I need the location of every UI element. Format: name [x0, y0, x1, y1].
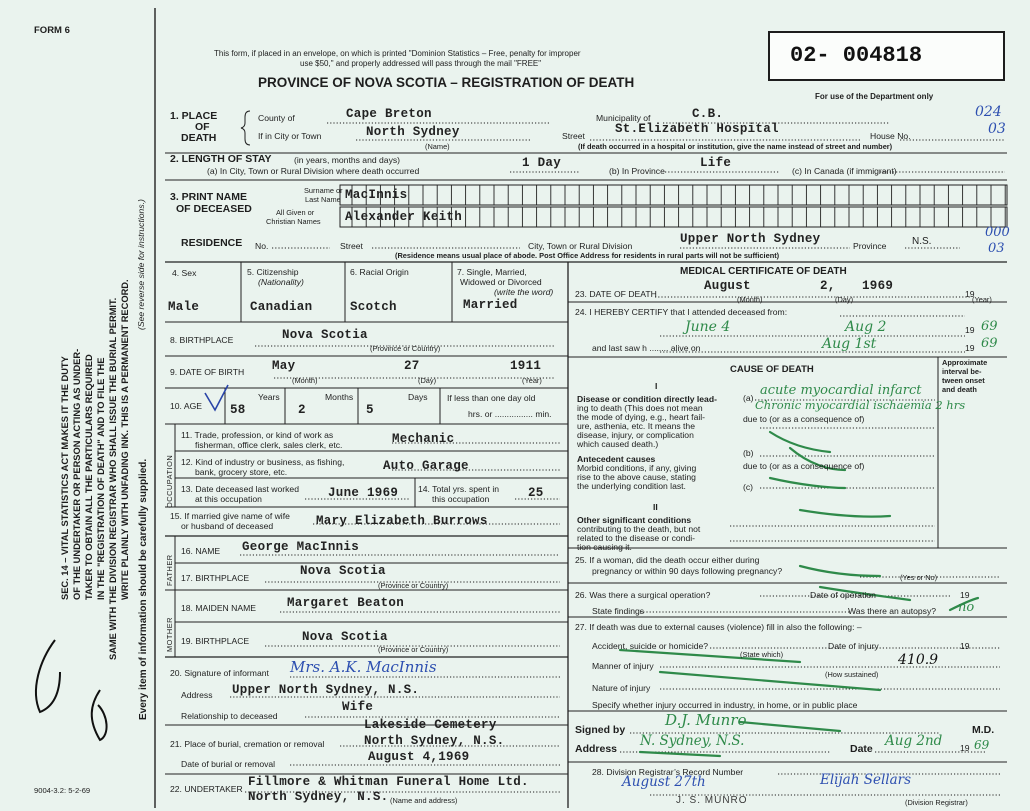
residence-city-label: City, Town or Rural Division [528, 241, 633, 251]
cause-c-label: (c) [743, 482, 754, 492]
disease-label-6: which caused death.) [577, 439, 659, 449]
spouse-label-1: 15. If married give name of wife [170, 511, 290, 521]
mother-side-label: MOTHER [165, 616, 174, 652]
division-registrar-sub: (Division Registrar) [905, 798, 968, 807]
cause-a-text: acute myocardial infarct [760, 383, 922, 398]
disease-label-4: ure, asthenia, etc. It means the [577, 421, 695, 431]
death-year-19: 19 [965, 289, 975, 299]
interval-label-1: Approximate [942, 358, 988, 367]
citizenship-label-2: (Nationality) [258, 277, 304, 287]
father-name-label: 16. NAME [181, 546, 221, 556]
other-conditions-label-4: tion causing it. [577, 542, 632, 552]
other-conditions-label-3: related to the disease or condi- [577, 533, 695, 543]
municipality-value: C.B. [692, 107, 724, 121]
given-names-value: Alexander Keith [345, 210, 463, 224]
maiden-name-label: 18. MAIDEN NAME [181, 603, 256, 613]
county-label: County of [258, 113, 295, 123]
father-birthplace-value: Nova Scotia [300, 564, 386, 578]
last-alive-year: 69 [981, 336, 998, 351]
residence-province-label: Province [853, 241, 887, 251]
given-label-1: All Given or [276, 208, 315, 217]
residence-label: RESIDENCE [181, 237, 243, 249]
age-months-label: Months [325, 392, 354, 402]
disease-label-5: disease, injury, or complication [577, 430, 694, 440]
pregnancy-label-2: pregnancy or within 90 days following pregnancy? [592, 566, 783, 576]
burial-place-line-2: North Sydney, N.S. [364, 734, 505, 748]
cause-a-text-2: Chronic myocardial ischaemia 2 hrs [755, 398, 966, 412]
dept-code-1: 024 [975, 104, 1002, 120]
stay-province-value: Life [700, 156, 732, 170]
certify-label: 24. I HEREBY CERTIFY that I attended deceased from: [575, 307, 788, 317]
department-use-label: For use of the Department only [815, 92, 934, 101]
dob-day: 27 [404, 359, 420, 373]
residence-note: (Residence means usual place of abode. Post Office Address for residents in rural parts will not be sufficient) [395, 251, 780, 260]
stay-city-value: 1 Day [522, 156, 562, 170]
md-label: M.D. [972, 724, 995, 736]
father-birthplace-label: 17. BIRTHPLACE [181, 573, 250, 583]
certify-year: 69 [981, 319, 998, 334]
age-days-label: Days [408, 392, 428, 402]
manner-label: Manner of injury [592, 661, 654, 671]
statute-line-2: OF THE UNDERTAKER OR PERSON ACTING AS UNDER- [72, 348, 82, 600]
nature-label: Nature of injury [592, 683, 651, 693]
physician-date-year: 69 [974, 738, 990, 752]
dob-year-sub: (Year) [522, 376, 542, 385]
date-of-death-label: 23. DATE OF DEATH [575, 289, 657, 299]
years-spent-label-2: this occupation [432, 494, 490, 504]
death-month-value: August [704, 279, 751, 293]
cause-a-label: (a) [743, 393, 754, 403]
roman-one: I [655, 381, 658, 391]
injury-19: 19 [960, 641, 970, 651]
print-name-label-1: 3. PRINT NAME [170, 191, 248, 203]
undertaker-line-1: Fillmore & Whitman Funeral Home Ltd. [248, 775, 529, 789]
birthplace-label: 8. BIRTHPLACE [170, 335, 234, 345]
father-birthplace-sub: (Province or Country) [378, 581, 449, 590]
certify-to: Aug 2 [845, 319, 887, 335]
birthplace-sub: (Province or Country) [370, 344, 441, 353]
relationship-value: Wife [342, 700, 374, 714]
house-no-label: House No. [870, 131, 911, 141]
interval-label-2: interval be- [942, 367, 982, 376]
sex-label: 4. Sex [172, 268, 197, 278]
death-year-value: 1969 [862, 279, 894, 293]
antecedent-label-4: the underlying condition last. [577, 481, 686, 491]
surname-value: MacInnis [345, 188, 408, 202]
disease-label-3: the mode of dying, e.g., heart fail- [577, 412, 706, 422]
manner-code: 410.9 [898, 652, 939, 668]
burial-place-line-1: Lakeside Cemetery [364, 718, 497, 732]
maiden-name-value: Margaret Beaton [287, 596, 405, 610]
interval-label-4: and death [942, 385, 977, 394]
sex-value: Male [168, 300, 200, 314]
last-alive-date: Aug 1st [822, 336, 877, 352]
residence-street-label: Street [340, 241, 363, 251]
yes-no-sub: (Yes or No) [900, 573, 938, 582]
dept-code-3: 000 [985, 225, 1010, 240]
operation-label: 26. Was there a surgical operation? [575, 590, 711, 600]
statute-line-3: TAKER TO OBTAIN ALL THE PARTICULARS REQUIRED [84, 354, 94, 600]
form-title: PROVINCE OF NOVA SCOTIA – REGISTRATION OF DEATH [258, 75, 635, 90]
pregnancy-label-1: 25. If a woman, did the death occur either during [575, 555, 760, 565]
burial-date-label: Date of burial or removal [181, 759, 276, 769]
residence-city-value: Upper North Sydney [680, 232, 821, 246]
occupation-label-1: 11. Trade, profession, or kind of work as [181, 430, 334, 440]
dob-year: 1911 [510, 359, 542, 373]
date-operation-label: Date of operation [810, 590, 876, 600]
street-label: Street [562, 131, 585, 141]
mailing-notice-2: use $50," and properly addressed will pass through the mail "FREE" [300, 59, 542, 68]
burial-label: 21. Place of burial, cremation or removal [170, 739, 325, 749]
length-of-stay-label: 2. LENGTH OF STAY [170, 153, 272, 165]
death-day-value: 2, [820, 279, 836, 293]
how-sustained-sub: (How sustained) [825, 670, 879, 679]
operation-19: 19 [960, 590, 970, 600]
street-value: St.Elizabeth Hospital [615, 122, 779, 136]
place-of-death-label-3: DEATH [181, 132, 217, 144]
occupation-side-label: OCCUPATION [165, 454, 174, 508]
informant-signature: Mrs. A.K. MacInnis [290, 658, 437, 676]
side-note: Every item of information should be carefully supplied. [138, 458, 149, 720]
last-saw-label: and last saw h ........ alive on [592, 343, 701, 353]
surname-label-1: Surname or [304, 186, 343, 195]
length-of-stay-sub: (in years, months and days) [294, 155, 401, 165]
years-spent-label-1: 14. Total yrs. spent in [418, 484, 500, 494]
mother-birthplace-sub: (Province or Country) [378, 645, 449, 654]
dob-day-sub: (Day) [418, 376, 437, 385]
state-which-sub: (State which) [740, 650, 784, 659]
marital-value: Married [463, 298, 518, 312]
disease-label-1: Disease or condition directly lead- [577, 394, 717, 404]
print-name-label-2: OF DECEASED [176, 203, 252, 215]
informant-address-label: Address [181, 690, 213, 700]
last-worked-value: June 1969 [328, 486, 399, 500]
physician-date-label: Date [850, 743, 873, 755]
autopsy-answer: no [958, 600, 975, 615]
hospital-note: (If death occurred in a hospital or institution, give the name instead of street and number) [578, 142, 893, 151]
form-number: FORM 6 [34, 25, 70, 36]
occupation-value: Mechanic [392, 432, 455, 446]
place-of-death-label-2: OF [195, 121, 210, 133]
informant-address-value: Upper North Sydney, N.S. [232, 683, 420, 697]
stay-city-label: (a) In City, Town or Rural Division where death occurred [207, 166, 420, 176]
county-value: Cape Breton [346, 107, 432, 121]
side-note-instructions: (See reverse side for instructions.) [136, 199, 146, 330]
record-number-label: 28. Division Registrar’s Record Number [592, 767, 744, 777]
statute-line-4: IN THE "REGISTRATION OF DEATH" AND TO FILE THE [96, 357, 106, 600]
age-years-value: 58 [230, 403, 246, 417]
undertaker-sub: (Name and address) [390, 796, 458, 805]
physician-address: N. Sydney, N.S. [640, 733, 745, 749]
signed-by-label: Signed by [575, 724, 626, 736]
physician-signature: D.J. Munro [665, 711, 747, 729]
mother-birthplace-label: 19. BIRTHPLACE [181, 636, 250, 646]
statute-line-5: SAME WITH THE DIVISION REGISTRAR WHO SHALL ISSUE THE BURIAL PERMIT. [108, 297, 118, 660]
physician-date-19: 19 [960, 743, 970, 753]
father-side-label: FATHER [165, 554, 174, 586]
mailing-notice-1: This form, if placed in an envelope, on which is printed "Dominion Statistics – Free, penalty for improper [214, 49, 581, 58]
registrar-signature: Elijah Sellars [820, 772, 912, 788]
last-worked-label-2: at this occupation [195, 494, 262, 504]
residence-province-value: N.S. [912, 236, 932, 247]
certify-from: June 4 [685, 319, 731, 335]
stay-province-label: (b) In Province [609, 166, 665, 176]
cause-of-death-title: CAUSE OF DEATH [730, 364, 814, 375]
registrar-stamp: J. S. MUNRO [676, 795, 748, 806]
footer-code: 9004-3.2: 5-2-69 [34, 786, 91, 795]
date-injury-label: Date of injury [828, 641, 879, 651]
less-than-label-1: If less than one day old [447, 393, 536, 403]
autopsy-label: Was there an autopsy? [848, 606, 937, 616]
age-days-value: 5 [366, 403, 374, 417]
industry-label-2: bank, grocery store, etc. [195, 467, 288, 477]
medical-certificate-title: MEDICAL CERTIFICATE OF DEATH [680, 266, 847, 277]
certify-19: 19 [965, 325, 975, 335]
mother-birthplace-value: Nova Scotia [302, 630, 388, 644]
occupation-label-2: fisherman, office clerk, sales clerk, etc. [195, 440, 343, 450]
state-findings-label: State findings [592, 606, 645, 616]
physician-address-label: Address [575, 743, 618, 755]
registration-number: 02- 004818 [790, 43, 923, 68]
last-alive-19: 19 [965, 343, 975, 353]
registrar-date: August 27th [622, 774, 706, 790]
spouse-label-2: or husband of deceased [181, 521, 274, 531]
physician-date: Aug 2nd [885, 733, 943, 749]
racial-value: Scotch [350, 300, 397, 314]
industry-value: Auto Garage [383, 459, 469, 473]
external-causes-label: 27. If death was due to external causes (violence) fill in also the following: – [575, 622, 862, 632]
undertaker-line-2: North Sydney, N.S. [248, 790, 389, 804]
citizenship-value: Canadian [250, 300, 313, 314]
undertaker-label: 22. UNDERTAKER [170, 784, 243, 794]
accident-label: Accident, suicide or homicide? [592, 641, 709, 651]
burial-date-value: August 4,1969 [368, 750, 470, 764]
given-label-2: Christian Names [266, 217, 321, 226]
antecedent-label-2: Morbid conditions, if any, giving [577, 463, 697, 473]
relationship-label: Relationship to deceased [181, 711, 278, 721]
statute-line-1: SEC. 14 – VITAL STATISTICS ACT MAKES IT THE DUTY [60, 356, 70, 600]
death-month-sub: (Month) [737, 295, 763, 304]
death-year-sub: (Year) [972, 295, 992, 304]
age-years-label: Years [258, 392, 280, 402]
dob-month: May [272, 359, 296, 373]
cause-b-label: (b) [743, 448, 754, 458]
residence-no-label: No. [255, 241, 269, 251]
other-conditions-label-1: Other significant conditions [577, 515, 692, 525]
spouse-value: Mary Elizabeth Burrows [316, 514, 488, 528]
interval-label-3: tween onset [942, 376, 985, 385]
dob-month-sub: (Month) [292, 376, 318, 385]
dob-label: 9. DATE OF BIRTH [170, 367, 245, 377]
due-to-1: due to (or as a consequence of) [743, 414, 865, 424]
informant-label: 20. Signature of informant [170, 668, 269, 678]
place-of-death-label-1: 1. PLACE [170, 110, 218, 122]
stay-canada-label: (c) In Canada (if immigrant) [792, 166, 897, 176]
dept-code-4: 03 [988, 241, 1005, 256]
roman-two: II [653, 502, 658, 512]
less-than-label-2: hrs. or ................ min. [468, 409, 552, 419]
age-months-value: 2 [298, 403, 306, 417]
years-spent-value: 25 [528, 486, 544, 500]
antecedent-label-3: rise to the above cause, stating [577, 472, 696, 482]
citizenship-label-1: 5. Citizenship [247, 267, 299, 277]
marital-label-2: Widowed or Divorced [460, 277, 542, 287]
death-day-sub: (Day) [835, 295, 854, 304]
disease-label-2: ing to death (This does not mean [577, 403, 703, 413]
due-to-2: due to (or as a consequence of) [743, 461, 865, 471]
municipality-label: Municipality of [596, 113, 651, 123]
surname-label-2: Last Name [305, 195, 341, 204]
city-town-label: If in City or Town [258, 131, 322, 141]
dept-code-2: 03 [988, 121, 1006, 137]
last-worked-label-1: 13. Date deceased last worked [181, 484, 299, 494]
specify-label: Specify whether injury occurred in industry, in home, or in public place [592, 700, 858, 710]
marital-label-1: 7. Single, Married, [457, 267, 527, 277]
industry-label-1: 12. Kind of industry or business, as fishing, [181, 457, 345, 467]
racial-label: 6. Racial Origin [350, 267, 409, 277]
name-sub-label: (Name) [425, 142, 450, 151]
other-conditions-label-2: contributing to the death, but not [577, 524, 701, 534]
age-label: 10. AGE [170, 401, 203, 411]
statute-line-6: WRITE PLAINLY WITH UNFADING INK. THIS IS A PERMANENT RECORD. [120, 279, 130, 600]
marital-label-3: (write the word) [494, 287, 554, 297]
father-name-value: George MacInnis [242, 540, 360, 554]
birthplace-value: Nova Scotia [282, 328, 368, 342]
antecedent-label-1: Antecedent causes [577, 454, 656, 464]
city-value: North Sydney [366, 125, 460, 139]
